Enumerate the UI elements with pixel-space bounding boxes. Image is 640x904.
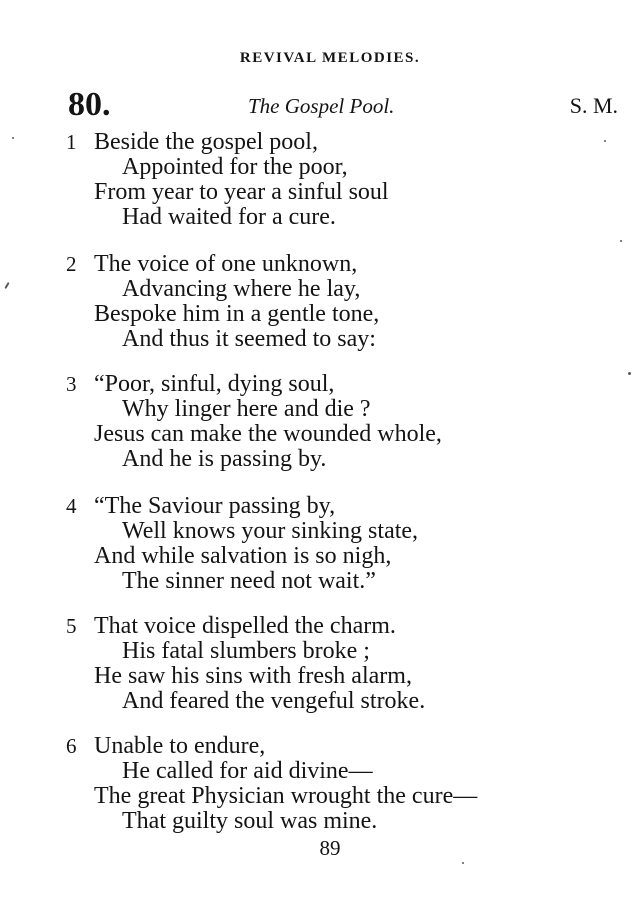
stanza-line [66, 205, 626, 230]
stanza-line [66, 544, 626, 569]
hymn-meter: S. M. [569, 93, 618, 118]
verse-line-3: Jesus can make the wounded whole, [94, 421, 442, 447]
stanza-line [66, 759, 626, 784]
verse-line-4: Had waited for a cure. [122, 204, 336, 230]
hymn-header [68, 86, 618, 126]
verse-line-3: And while salvation is so nigh, [94, 543, 392, 569]
stanza-line [66, 447, 626, 472]
scan-speck [462, 862, 464, 864]
stanza-line [66, 252, 626, 277]
stanza-line [66, 614, 626, 639]
stanza-line [66, 302, 626, 327]
stanza-line [66, 689, 626, 714]
stanza-line [66, 372, 626, 397]
verse-line-4: And he is passing by. [122, 446, 327, 472]
verse-line-4: That guilty soul was mine. [122, 808, 378, 834]
running-head: REVIVAL MELODIES. [239, 50, 421, 66]
hymn-number: 80. [68, 86, 111, 123]
hymn-title: The Gospel Pool. [248, 94, 395, 118]
stanza-line [66, 155, 626, 180]
verse-line-2: His fatal slumbers broke ; [122, 638, 370, 664]
stanza-5 [66, 614, 626, 714]
stanza-line [66, 519, 626, 544]
verse-line-2: Advancing where he lay, [122, 276, 361, 302]
scan-speck [604, 140, 606, 142]
verse-line-2: Well knows your sinking state, [122, 518, 419, 544]
stanza-line [66, 422, 626, 447]
verse-line-1: Beside the gospel pool, [94, 129, 318, 155]
stanza-2 [66, 252, 626, 352]
stanza-line [66, 277, 626, 302]
stanza-line [66, 130, 626, 155]
verse-line-2: Why linger here and die ? [122, 396, 371, 422]
verse-line-2: He called for aid divine— [122, 758, 373, 784]
verse-line-3: From year to year a sinful soul [94, 179, 389, 205]
stanza-line [66, 809, 626, 834]
scan-speck [12, 137, 14, 139]
stanza-line [66, 784, 626, 809]
scan-speck [628, 372, 631, 375]
stanza-6 [66, 734, 626, 834]
stanza-number: 6 [66, 734, 77, 758]
stanza-number: 5 [66, 614, 77, 638]
stanza-line [66, 639, 626, 664]
verse-line-1: The voice of one unknown, [94, 251, 358, 277]
stanza-number: 2 [66, 252, 77, 276]
stanza-line [66, 327, 626, 352]
page-number: 89 [319, 836, 341, 860]
verse-line-3: He saw his sins with fresh alarm, [94, 663, 412, 689]
stanza-number: 1 [66, 130, 77, 154]
scan-speck [4, 282, 9, 289]
stanza-line [66, 494, 626, 519]
stanza-line [66, 569, 626, 594]
verse-line-3: Bespoke him in a gentle tone, [94, 301, 380, 327]
verse-line-2: Appointed for the poor, [122, 154, 348, 180]
verse-line-3: The great Physician wrought the cure— [94, 783, 478, 809]
stanza-3 [66, 372, 626, 472]
stanza-1 [66, 130, 626, 230]
verse-line-4: The sinner need not wait.” [122, 568, 376, 594]
verse-line-4: And thus it seemed to say: [122, 326, 376, 352]
verse-line-1: Unable to endure, [94, 733, 266, 759]
verse-line-4: And feared the vengeful stroke. [122, 688, 426, 714]
verse-line-1: “The Saviour passing by, [94, 493, 336, 519]
stanza-number: 4 [66, 494, 77, 518]
scan-speck [620, 240, 622, 242]
verse-line-1: “Poor, sinful, dying soul, [94, 371, 335, 397]
verse-line-1: That voice dispelled the charm. [94, 613, 396, 639]
stanza-4 [66, 494, 626, 594]
stanza-number: 3 [66, 372, 77, 396]
stanza-line [66, 397, 626, 422]
stanza-line [66, 734, 626, 759]
stanza-line [66, 664, 626, 689]
stanza-line [66, 180, 626, 205]
